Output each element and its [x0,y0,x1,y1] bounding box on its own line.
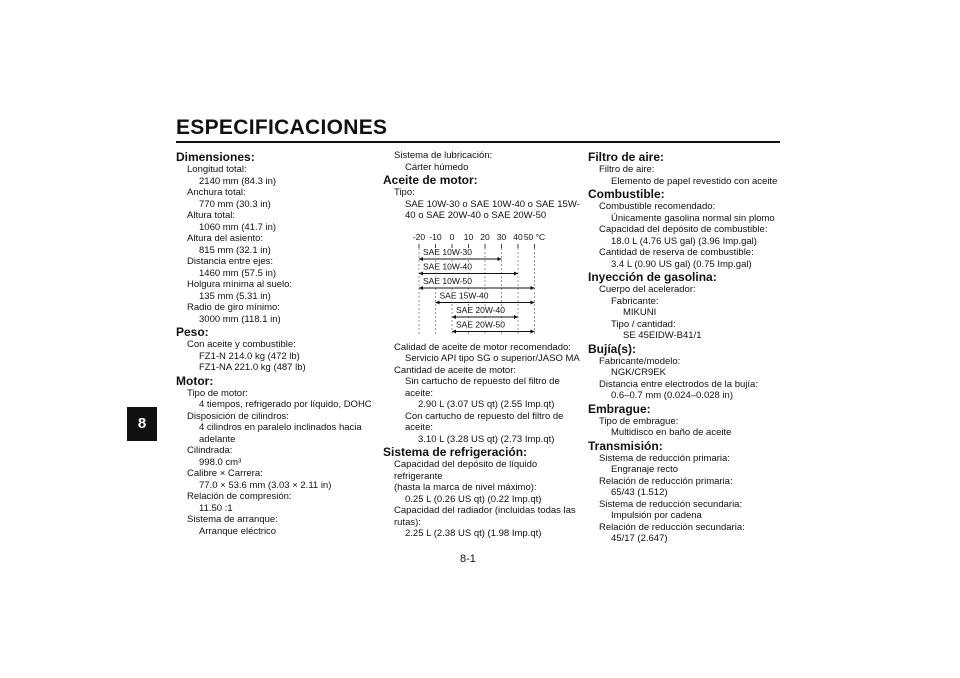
range-arrow-right [531,286,535,290]
title-divider [176,141,780,143]
spec-value: 0.6–0.7 mm (0.024–0.028 in) [611,390,733,401]
spec-label: Holgura mínima al suelo: [187,279,293,290]
spec-label: aceite: [405,387,433,399]
spec-label: Radio de giro mínimo: [187,302,280,313]
spec-value: Impulsión por cadena [611,510,702,521]
series-label: SAE 20W-40 [456,304,505,315]
spec-label: Tipo / cantidad: [611,318,676,330]
x-tick-label: 0 [449,231,455,242]
x-tick-label: -10 [429,231,442,242]
spec-value: 40 o SAE 20W-40 o SAE 20W-50 [405,210,547,221]
spec-value: Servicio API tipo SG o superior/JASO MA [405,353,580,364]
spec-label: Relación de compresión: [187,491,292,502]
spec-value: 3.10 L (3.28 US qt) (2.73 Imp.qt) [418,433,555,445]
spec-label: Cantidad de reserva de combustible: [599,247,754,258]
spec-label: aceite: [405,422,433,433]
heading-combustible: Combustible: [588,187,665,201]
page-number: 8-1 [460,553,476,565]
spec-value: Arranque eléctrico [199,525,277,537]
heading-aceite: Aceite de motor: [383,173,478,187]
spec-label: Con aceite y combustible: [187,339,296,350]
spec-label: Altura total: [187,210,236,221]
spec-value: 998.0 cm³ [199,456,242,468]
spec-value: 4 cilindros en paralelo inclinados hacia [199,422,362,433]
spec-value: Únicamente gasolina normal sin plomo [611,212,775,224]
spec-value: 18.0 L (4.76 US gal) (3.96 Imp.gal) [611,235,757,247]
spec-label: Cuerpo del acelerador: [599,284,696,295]
spec-label: Fabricante/modelo: [599,355,681,367]
oil-chart-svg [405,228,575,338]
spec-label: Calidad de aceite de motor recomendado: [394,341,571,353]
spec-value: 1460 mm (57.5 in) [199,267,277,279]
spec-label: Calibre × Carrera: [187,468,263,479]
oil-viscosity-chart [405,228,575,338]
heading-motor: Motor: [176,373,214,388]
series-label: SAE 10W-40 [423,261,472,271]
column-1 [176,150,376,537]
range-arrow-right [531,329,535,333]
spec-label: Tipo de motor: [187,387,248,399]
spec-label: Con cartucho de repuesto del filtro de [405,410,564,422]
x-tick-label: 10 [463,231,474,242]
series-label: SAE 10W-50 [423,275,472,286]
spec-label: Tipo de embrague: [599,415,679,427]
heading-refrigeracion: Sistema de refrigeración: [383,445,528,459]
spec-value: 65/43 (1.512) [611,487,668,498]
heading-peso: Peso: [176,325,209,339]
spec-label: Fabricante: [611,295,659,307]
spec-value: 135 mm (5.31 in) [199,290,271,302]
spec-value: 3000 mm (118.1 in) [199,313,281,325]
spec-label: Cilindrada: [187,445,233,456]
spec-value: MIKUNI [623,307,657,318]
spec-label: Relación de reducción primaria: [599,475,733,487]
spec-label: Anchura total: [187,187,246,198]
spec-value: 4 tiempos, refrigerado por líquido, DOHC [199,399,372,410]
heading-dimensiones: Dimensiones: [176,150,255,164]
spec-label: Sin cartucho de repuesto del filtro de [405,376,560,387]
spec-value: adelante [199,433,236,445]
x-tick-label: -20 [412,231,426,242]
spec-value: FZ1-NA 221.0 kg (487 lb) [199,362,306,373]
x-tick-label: 40 [513,231,523,242]
spec-value: FZ1-N 214.0 kg (472 lb) [199,350,300,362]
range-arrow-right [531,300,535,304]
spec-value: 2.90 L (3.07 US qt) (2.55 Imp.qt) [418,399,555,410]
series-label: SAE 20W-50 [456,319,505,329]
range-arrow-right [514,271,518,275]
spec-label: Sistema de reducción primaria: [599,452,730,464]
spec-label: Cantidad de aceite de motor: [394,364,516,376]
spec-value: 11.50 :1 [199,502,233,514]
spec-value: NGK/CR9EK [611,367,666,378]
range-arrow-right [498,257,502,261]
column-3 [588,150,788,545]
spec-value: Elemento de papel revestido con aceite [611,175,778,187]
spec-label: Sistema de lubricación: [394,150,493,161]
spec-label: Tipo: [394,187,415,198]
heading-filtro: Filtro de aire: [588,150,665,164]
x-tick-label: 30 [496,231,507,242]
spec-label: Distancia entre ejes: [187,256,274,267]
spec-value: SAE 10W-30 o SAE 10W-40 o SAE 15W- [405,198,580,210]
column-2 [383,150,583,540]
spec-label: Longitud total: [187,164,247,175]
series-label: SAE 15W-40 [439,290,489,300]
spec-value: 815 mm (32.1 in) [199,244,271,256]
spec-label: rutas): [394,516,421,528]
heading-bujia: Bujía(s): [588,341,636,356]
series-label: SAE 10W-30 [423,246,472,257]
spec-label: Distancia entre electrodos de la bujía: [599,378,758,390]
spec-value: 0.25 L (0.26 US qt) (0.22 Imp.qt) [405,493,542,505]
spec-value: 2.25 L (2.38 US qt) (1.98 Imp.qt) [405,528,542,539]
spec-value: Multidisco en baño de aceite [611,427,732,438]
x-tick-label: 50 °C [523,231,546,242]
spec-value: 3.4 L (0.90 US gal) (0.75 Imp.gal) [611,258,752,270]
heading-transmision: Transmisión: [588,438,663,453]
spec-label: (hasta la marca de nivel máximo): [394,482,537,493]
page-title: ESPECIFICACIONES [176,116,388,139]
spec-value: 2140 mm (84.3 in) [199,175,277,187]
spec-label: Altura del asiento: [187,233,264,244]
spec-value: 1060 mm (41.7 in) [199,221,277,233]
spec-label: Capacidad del radiador (incluidas todas las [394,505,576,516]
spec-label: Filtro de aire: [599,164,655,175]
spec-value: 77.0 × 53.6 mm (3.03 × 2.11 in) [199,479,332,491]
x-tick-label: 20 [480,231,490,242]
spec-value: SE 45EIDW-B41/1 [623,330,702,341]
spec-value: 770 mm (30.3 in) [199,198,271,210]
spec-label: Disposición de cilindros: [187,410,289,422]
spec-label: Sistema de reducción secundaria: [599,498,743,510]
spec-label: Combustible recomendado: [599,201,716,212]
spec-value: Cárter húmedo [405,161,469,173]
spec-label: Relación de reducción secundaria: [599,521,745,533]
spec-label: Capacidad del depósito de líquido refrigerante [394,459,538,482]
spec-label: Capacidad del depósito de combustible: [599,224,768,235]
spec-value: 45/17 (2.647) [611,533,668,544]
spec-label: Sistema de arranque: [187,514,278,525]
spec-value: Engranaje recto [611,464,679,475]
chapter-tab: 8 [127,407,157,441]
heading-embrague: Embrague: [588,401,651,416]
heading-inyeccion: Inyección de gasolina: [588,270,717,284]
